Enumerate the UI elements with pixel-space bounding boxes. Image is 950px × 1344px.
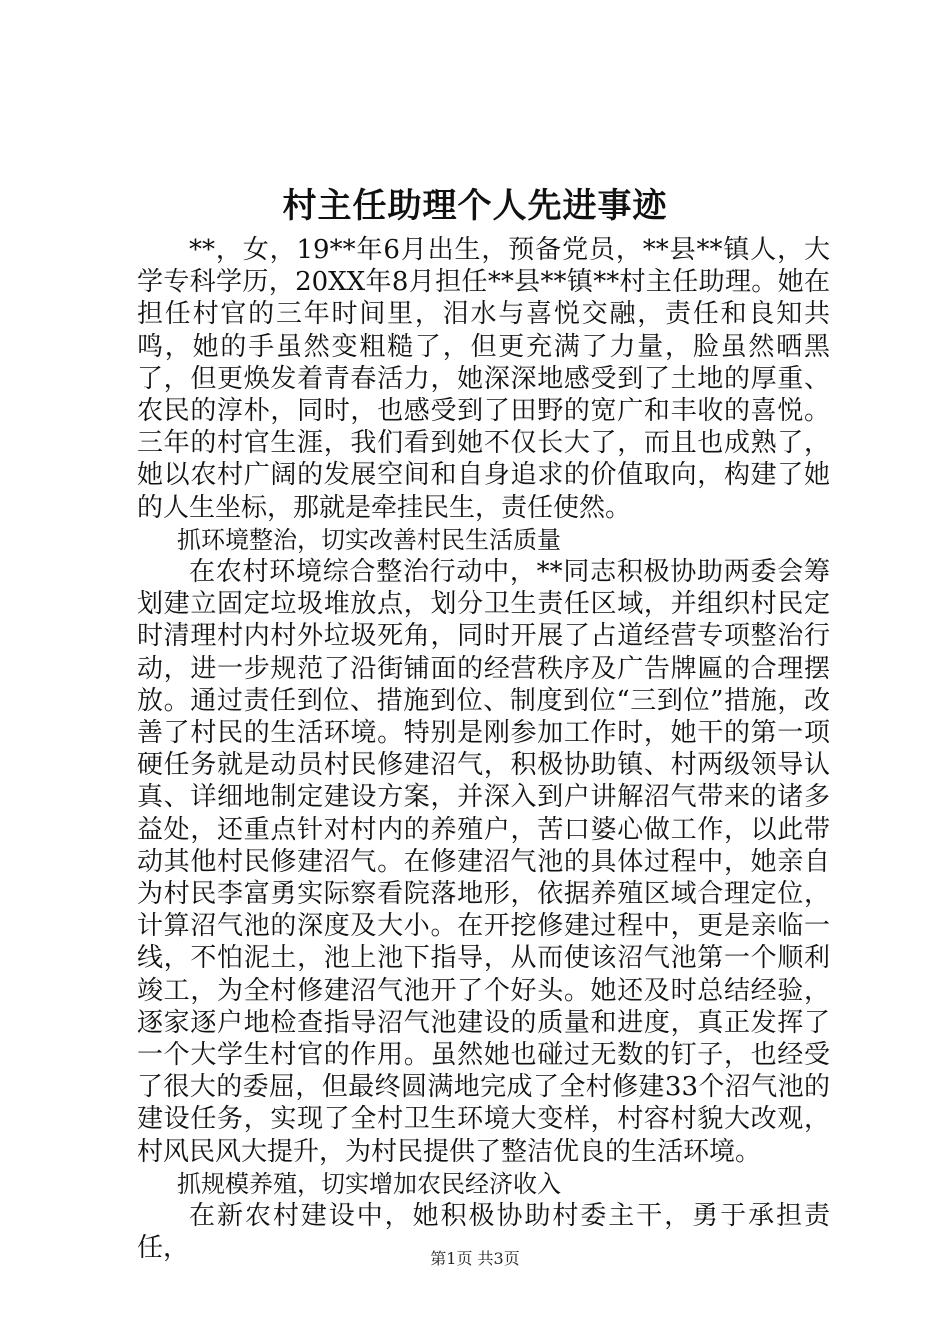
document-title: 村主任助理个人先进事迹	[282, 186, 668, 226]
intro-paragraph: **，女，19**年6月出生，预备党员，**县**镇人，大学专科学历，20XX年8月担任**县**镇**村主任助理。她在担任村官的三年时间里，泪水与喜悦交融，责任和良知共鸣，她的手虽然变粗糙了，但更充满了力量，脸虽然晒黑了，但更焕发着青春活力，她深深地感受到了土地的厚重、农民的淳朴，同时，也感受到了田野的宽广和丰收的喜悦。三年的村官生涯，我们看到她不仅长大了，而且也成熟了，她以农村广阔的发展空间和自身追求的价值取向，构建了她的人生坐标，那就是牵挂民生，责任使然。	[137, 235, 830, 523]
document-body	[137, 234, 830, 1265]
environment-paragraph: 在农村环境综合整治行动中，**同志积极协助两委会筹划建立固定垃圾堆放点，划分卫生责任区域，并组织村民定时清理村内村外垃圾死角，同时开展了占道经营专项整治行动，进一步规范了沿街铺面的经营秩序及广告牌匾的合理摆放。通过责任到位、措施到位、制度到位“三到位”措施，改善了村民的生活环境。特别是刚参加工作时，她干的第一项硬任务就是动员村民修建沼气，积极协助镇、村两级领导认真、详细地制定建设方案，并深入到户讲解沼气带来的诸多益处，还重点针对村内的养殖户，苦口婆心做工作，以此带动其他村民修建沼气。在修建沼气池的具体过程中，她亲自为村民李富勇实际察看院落地形，依据养殖区域合理定位，计算沼气池的深度及大小。在开挖修建过程中，更是亲临一线，不怕泥土，池上池下指导，从而使该沼气池第一个顺利竣工，为全村修建沼气池开了个好头。她还及时总结经验，逐家逐户地检查指导沼气池建设的质量和进度，真正发挥了一个大学生村官的作用。虽然她也碰过无数的钉子，也经受了很大的委屈，但最终圆满地完成了全村修建33个沼气池的建设任务，实现了全村卫生环境大变样，村容村貌大改观，村风民风大提升，为村民提供了整洁优良的生活环境。	[137, 557, 830, 1167]
section-heading-breeding: 抓规模养殖，切实增加农民经济收入	[177, 1169, 561, 1198]
page-footer: 第1页 共3页	[430, 1249, 520, 1268]
breeding-paragraph: 在新农村建设中，她积极协助村委主干，勇于承担责任，	[137, 1201, 830, 1264]
section-heading-environment: 抓环境整治，切实改善村民生活质量	[177, 525, 561, 554]
